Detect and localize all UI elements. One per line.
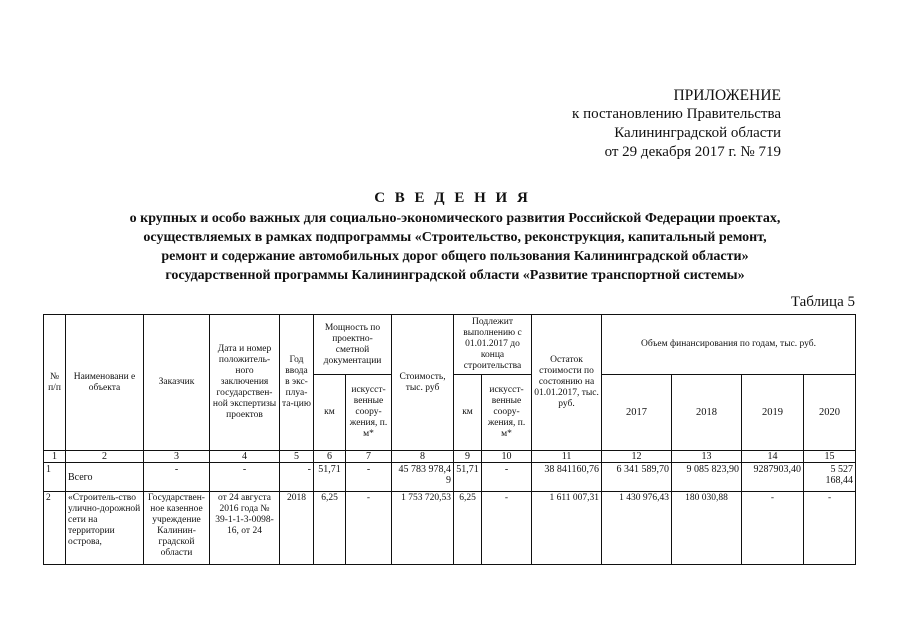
- document-title: С В Е Д Е Н И Я: [374, 190, 531, 206]
- cell-todo-struct: -: [482, 492, 532, 565]
- cell-cost: 1 753 720,53: [392, 492, 454, 565]
- header-capacity: Мощность по проектно-сметной документации: [314, 315, 392, 375]
- header-cost: Стоимость, тыс. руб: [392, 315, 454, 451]
- subtitle-line: о крупных и особо важных для социально-экономического развития Российской Федерации проектах,: [129, 211, 781, 226]
- column-number: 4: [210, 451, 280, 463]
- cell-balance: 38 841160,76: [532, 463, 602, 492]
- column-number: 10: [482, 451, 532, 463]
- appendix-line-2: к постановлению Правительства: [572, 106, 781, 122]
- data-table: [43, 314, 856, 565]
- cell-num: 2: [44, 492, 66, 565]
- cell-customer: -: [144, 463, 210, 492]
- column-number: 15: [804, 451, 856, 463]
- cell-customer: Государствен-ное казенное учреждение Калинин-градской области: [144, 492, 210, 565]
- header-year-2019: 2019: [742, 375, 804, 451]
- table-row-total: [44, 463, 856, 492]
- column-number: 13: [672, 451, 742, 463]
- cell-todo-km: 6,25: [454, 492, 482, 565]
- appendix-title: ПРИЛОЖЕНИЕ: [673, 87, 781, 104]
- header-year: Год ввода в экс-плуа-та-цию: [280, 315, 314, 451]
- header-todo-struct: искусст-венные соору-жения, п. м*: [482, 375, 532, 451]
- header-expertise: Дата и номер положитель-ного заключения государствен-ной экспертизы проектов: [210, 315, 280, 451]
- header-year-2018: 2018: [672, 375, 742, 451]
- header-financing: Объем финансирования по годам, тыс. руб.: [602, 315, 856, 375]
- column-number: 6: [314, 451, 346, 463]
- column-number: 5: [280, 451, 314, 463]
- header-num: № п/п: [44, 315, 66, 451]
- cell-fin-2019: 9287903,40: [742, 463, 804, 492]
- cell-fin-2017: 6 341 589,70: [602, 463, 672, 492]
- cell-expertise: от 24 августа 2016 года № 39-1-1-3-0098-16, от 24: [210, 492, 280, 565]
- cell-capacity-km: 6,25: [314, 492, 346, 565]
- table-label: Таблица 5: [790, 294, 855, 310]
- cell-fin-2018: 9 085 823,90: [672, 463, 742, 492]
- cell-year: 2018: [280, 492, 314, 565]
- appendix-line-3: Калининградской области: [614, 125, 781, 141]
- header-todo: Подлежит выполнению с 01.01.2017 до конца строительства: [454, 315, 532, 375]
- appendix-block: [572, 86, 781, 162]
- column-number: 2: [66, 451, 144, 463]
- header-customer: Заказчик: [144, 315, 210, 451]
- column-number: 7: [346, 451, 392, 463]
- header-balance: Остаток стоимости по состоянию на 01.01.2017, тыс. руб.: [532, 315, 602, 451]
- cell-fin-2017: 1 430 976,43: [602, 492, 672, 565]
- cell-balance: 1 611 007,31: [532, 492, 602, 565]
- header-year-2020: 2020: [804, 375, 856, 451]
- column-number: 14: [742, 451, 804, 463]
- cell-name: Всего: [66, 463, 144, 492]
- cell-todo-km: 51,71: [454, 463, 482, 492]
- subtitle-line: государственной программы Калининградской области «Развитие транспортной системы»: [165, 268, 745, 283]
- cell-capacity-struct: -: [346, 492, 392, 565]
- header-capacity-struct: искусст-венные соору-жения, п. м*: [346, 375, 392, 451]
- cell-capacity-struct: -: [346, 463, 392, 492]
- cell-fin-2020: 5 527 168,44: [804, 463, 856, 492]
- appendix-line-4: от 29 декабря 2017 г. № 719: [604, 144, 781, 160]
- cell-cost: 45 783 978,4 9: [392, 463, 454, 492]
- cell-num: 1: [44, 463, 66, 492]
- subtitle-line: осуществляемых в рамках подпрограммы «Строительство, реконструкция, капитальный ремонт,: [143, 230, 767, 245]
- column-number: 3: [144, 451, 210, 463]
- column-number: 9: [454, 451, 482, 463]
- document-subtitle: [60, 209, 850, 285]
- cell-capacity-km: 51,71: [314, 463, 346, 492]
- header-todo-km: км: [454, 375, 482, 451]
- subtitle-line: ремонт и содержание автомобильных дорог общего пользования Калининградской области»: [161, 249, 749, 264]
- cell-name: «Строитель-ство улично-дорожной сети на территории острова,: [66, 492, 144, 565]
- column-numbers-row: [44, 451, 856, 463]
- cell-year: -: [280, 463, 314, 492]
- cell-fin-2019: -: [742, 492, 804, 565]
- header-capacity-km: км: [314, 375, 346, 451]
- table-row: [44, 492, 856, 565]
- column-number: 8: [392, 451, 454, 463]
- cell-expertise: -: [210, 463, 280, 492]
- cell-fin-2020: -: [804, 492, 856, 565]
- column-number: 11: [532, 451, 602, 463]
- column-number: 1: [44, 451, 66, 463]
- header-name: Наименовани е объекта: [66, 315, 144, 451]
- cell-todo-struct: -: [482, 463, 532, 492]
- column-number: 12: [602, 451, 672, 463]
- header-year-2017: 2017: [602, 375, 672, 451]
- cell-fin-2018: 180 030,88: [672, 492, 742, 565]
